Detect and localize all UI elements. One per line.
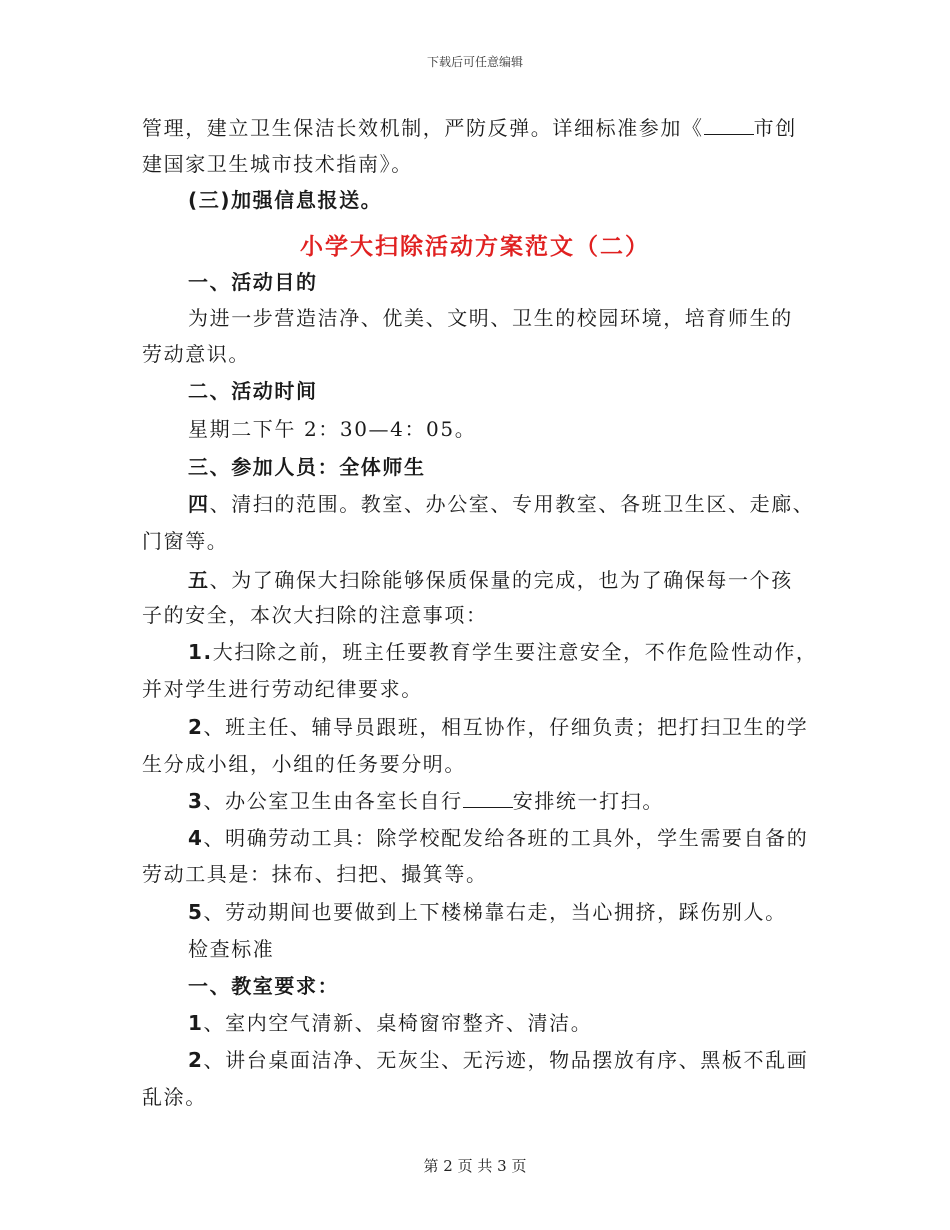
paragraph-line: 为进一步营造洁净、优美、文明、卫生的校园环境，培育师生的: [188, 306, 793, 330]
paragraph-line: 生分成小组，小组的任务要分明。: [142, 752, 466, 776]
paragraph-line: 子的安全，本次大扫除的注意事项：: [142, 603, 488, 627]
section-heading: 三、参加人员：全体师生: [188, 455, 426, 479]
section-heading: 一、活动目的: [188, 270, 318, 294]
paragraph-line: 2、班主任、辅导员跟班，相互协作，仔细负责；把打扫卫生的学: [188, 715, 809, 739]
section-heading: 二、活动时间: [188, 379, 318, 403]
document-title: 小学大扫除活动方案范文（二）: [300, 234, 650, 260]
blank-underline: [704, 116, 754, 135]
paragraph-line: 五、为了确保大扫除能够保质保量的完成，也为了确保每一个孩: [188, 568, 793, 592]
paragraph-line: 3、办公室卫生由各室长自行 安排统一打扫。: [188, 789, 664, 813]
paragraph-line: 并对学生进行劳动纪律要求。: [142, 677, 423, 701]
paragraph-line: 1.大扫除之前，班主任要教育学生要注意安全，不作危险性动作，: [188, 640, 818, 664]
blank-underline: [463, 789, 513, 808]
paragraph-line: 管理，建立卫生保洁长效机制，严防反弹。详细标准参加《 市创: [142, 116, 797, 140]
paragraph-line: 4、明确劳动工具：除学校配发给各班的工具外，学生需要自备的: [188, 826, 809, 850]
paragraph-line: 乱涂。: [142, 1085, 207, 1109]
paragraph-line: 5、劳动期间也要做到上下楼梯靠右走，当心拥挤，踩伤别人。: [188, 900, 787, 924]
paragraph-line: 建国家卫生城市技术指南》。: [142, 152, 413, 176]
page-footer: 第 2 页 共 3 页: [423, 1157, 527, 1175]
paragraph-line: 门窗等。: [142, 529, 229, 553]
paragraph-line: 检查标准: [188, 937, 275, 961]
section-heading: 一、教室要求：: [188, 974, 340, 998]
paragraph-line: 2、讲台桌面洁净、无灰尘、无污迹，物品摆放有序、黑板不乱画: [188, 1048, 809, 1072]
paragraph-line: 四、清扫的范围。教室、办公室、专用教室、各班卫生区、走廊、: [188, 492, 815, 516]
paragraph-line: 劳动意识。: [142, 342, 250, 366]
paragraph-line: 劳动工具是：抹布、扫把、撮箕等。: [142, 862, 488, 886]
paragraph-line: 星期二下午 2：30—4：05。: [188, 417, 477, 441]
section-heading: (三)加强信息报送。: [188, 188, 383, 212]
page-header: 下载后可任意编辑: [426, 55, 523, 69]
paragraph-line: 1、室内空气清新、桌椅窗帘整齐、清洁。: [188, 1011, 593, 1035]
